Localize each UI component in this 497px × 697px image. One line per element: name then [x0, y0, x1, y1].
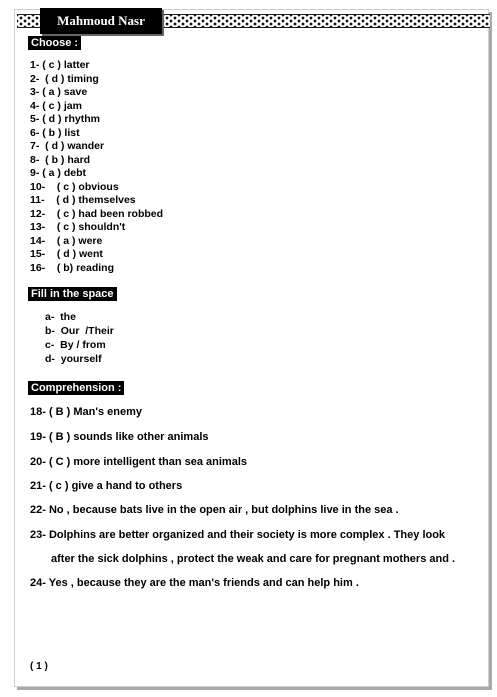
section-header-choose: Choose : [28, 36, 81, 50]
comprehension-item-18: 18- ( B ) Man's enemy [30, 406, 143, 418]
choose-item-7: 7- ( d ) wander [30, 140, 105, 152]
comprehension-item-19: 19- ( B ) sounds like other animals [30, 431, 209, 443]
choose-item-13: 13- ( c ) shouldn't [30, 221, 126, 233]
section-header-fill: Fill in the space [28, 287, 117, 301]
choose-item-11: 11- ( d ) themselves [30, 194, 136, 206]
comprehension-item-21: 21- ( c ) give a hand to others [30, 480, 183, 492]
choose-item-4: 4- ( c ) jam [30, 99, 82, 112]
choose-item-2: 2- ( d ) timing [30, 72, 99, 85]
choose-item-14: 14- ( a ) were [30, 234, 103, 247]
section-header-comprehension: Comprehension : [28, 381, 124, 395]
page-number: ( 1 ) [30, 661, 48, 672]
comprehension-item-23: 23- Dolphins are better organized and their society is more complex . They look [30, 529, 446, 541]
decorative-band-right [163, 14, 490, 28]
choose-item-3: 3- ( a ) save [30, 86, 88, 98]
comprehension-item-20: 20- ( C ) more intelligent than sea animals [30, 456, 247, 468]
comprehension-item-22: 22- No , because bats live in the open air , but dolphins live in the sea . [30, 504, 399, 516]
choose-item-6: 6- ( b ) list [30, 126, 80, 139]
choose-item-9: 9- ( a ) debt [30, 167, 87, 179]
fill-item-d: d- yourself [45, 353, 102, 365]
choose-item-5: 5- ( d ) rhythm [30, 113, 100, 125]
choose-item-10: 10- ( c ) obvious [30, 180, 119, 193]
choose-item-12: 12- ( c ) had been robbed [30, 207, 164, 220]
choose-item-15: 15- ( d ) went [30, 248, 103, 260]
choose-item-8: 8- ( b ) hard [30, 153, 91, 166]
fill-item-b: b- Our /Their [45, 325, 114, 337]
choose-item-1: 1- ( c ) latter [30, 59, 90, 71]
comprehension-item-23-continued: after the sick dolphins , protect the weak and care for pregnant mothers and . [51, 553, 456, 565]
comprehension-item-24: 24- Yes , because they are the man's friends and can help him . [30, 577, 359, 589]
author-label: Mahmoud Nasr [40, 8, 162, 34]
fill-item-a: a- the [45, 311, 76, 323]
choose-item-16: 16- ( b) reading [30, 261, 115, 274]
fill-item-c: c- By / from [45, 339, 106, 351]
